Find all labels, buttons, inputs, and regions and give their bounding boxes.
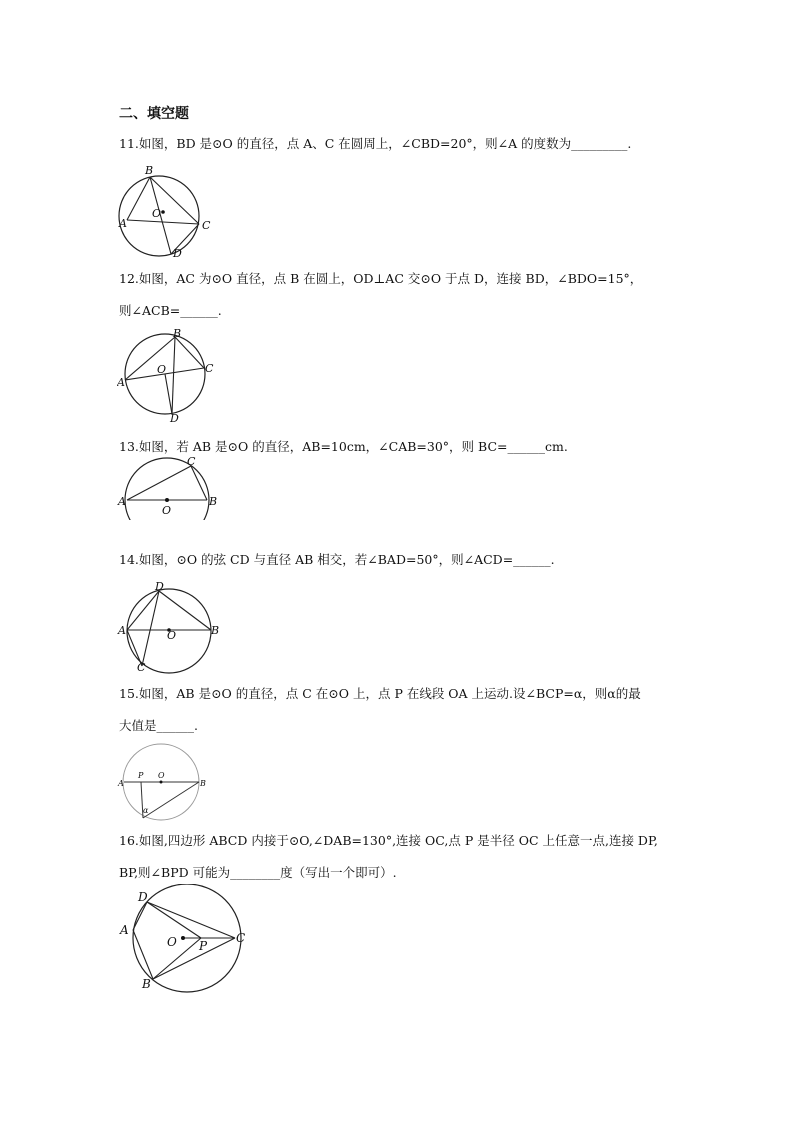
- label-o: O: [152, 207, 162, 220]
- question-14-figure: [117, 578, 221, 674]
- section-title: 二、填空题: [119, 106, 189, 122]
- center-dot: [160, 781, 163, 784]
- question-15-figure: [117, 743, 207, 821]
- center-dot: [165, 498, 169, 502]
- label-d: D: [170, 412, 179, 425]
- label-a: A: [118, 495, 126, 508]
- question-13-figure: [117, 456, 220, 520]
- label-c: C: [187, 456, 196, 468]
- label-o: O: [157, 363, 167, 376]
- label-a: A: [119, 217, 127, 230]
- label-b: B: [200, 779, 206, 788]
- label-a: A: [117, 376, 125, 389]
- label-o: O: [167, 629, 177, 642]
- center-dot: [181, 936, 185, 940]
- label-b: B: [142, 977, 151, 991]
- chord-cd: [142, 591, 159, 666]
- label-c: C: [236, 931, 246, 945]
- label-alpha: α: [143, 806, 149, 815]
- question-15-text-line1: 15.如图，AB 是⊙O 的直径，点 C 在⊙O 上，点 P 在线段 OA 上运动.设∠BCP=α，则α的最: [119, 686, 641, 701]
- segment-dp: [147, 902, 201, 938]
- question-11-text: 11.如图，BD 是⊙O 的直径，点 A、C 在圆周上，∠CBD=20°，则∠A 的度数为_________.: [119, 136, 632, 151]
- chord-bd: [159, 591, 211, 630]
- question-16-text-line2: BP,则∠BPD 可能为________度（写出一个即可）.: [119, 865, 397, 880]
- label-a: A: [118, 624, 126, 637]
- question-13-text: 13.如图，若 AB 是⊙O 的直径，AB=10cm，∠CAB=30°，则 BC=______cm.: [119, 439, 568, 454]
- question-12-figure: [117, 328, 217, 426]
- label-b: B: [209, 495, 218, 508]
- label-d: D: [173, 247, 182, 258]
- question-12-text-line2: 则∠ACB=______.: [119, 303, 222, 318]
- question-14-text: 14.如图，⊙O 的弦 CD 与直径 AB 相交，若∠BAD=50°，则∠ACD=______.: [119, 552, 555, 567]
- side-dc: [147, 902, 235, 938]
- center-dot: [161, 210, 165, 214]
- label-b: B: [173, 328, 182, 340]
- label-c: C: [137, 661, 146, 674]
- question-12-text-line1: 12.如图，AC 为⊙O 直径，点 B 在圆上，OD⊥AC 交⊙O 于点 D，连接 BD，∠BDO=15°，: [119, 271, 643, 286]
- chord-bc: [191, 466, 207, 500]
- question-16-text-line1: 16.如图,四边形 ABCD 内接于⊙O,∠DAB=130°,连接 OC,点 P 是半径 OC 上任意一点,连接 DP,: [119, 833, 658, 848]
- question-11-figure: [117, 162, 212, 258]
- chord-ab: [127, 177, 150, 220]
- label-o: O: [158, 771, 165, 780]
- label-b: B: [145, 164, 154, 177]
- side-ad: [133, 902, 147, 930]
- label-o: O: [162, 504, 172, 517]
- question-15-text-line2: 大值是______.: [119, 718, 198, 733]
- label-c: C: [202, 219, 211, 232]
- question-16-figure: [117, 884, 249, 994]
- chord-bc: [143, 782, 199, 818]
- label-p: P: [199, 939, 208, 953]
- label-b: B: [211, 624, 220, 637]
- chord-bd: [172, 337, 175, 414]
- label-a: A: [118, 779, 124, 788]
- radius-od: [165, 374, 172, 414]
- label-o: O: [167, 935, 177, 949]
- label-d: D: [155, 580, 164, 593]
- label-p: P: [138, 771, 144, 780]
- label-c: C: [205, 362, 214, 375]
- label-d: D: [138, 890, 148, 904]
- label-a: A: [120, 923, 129, 937]
